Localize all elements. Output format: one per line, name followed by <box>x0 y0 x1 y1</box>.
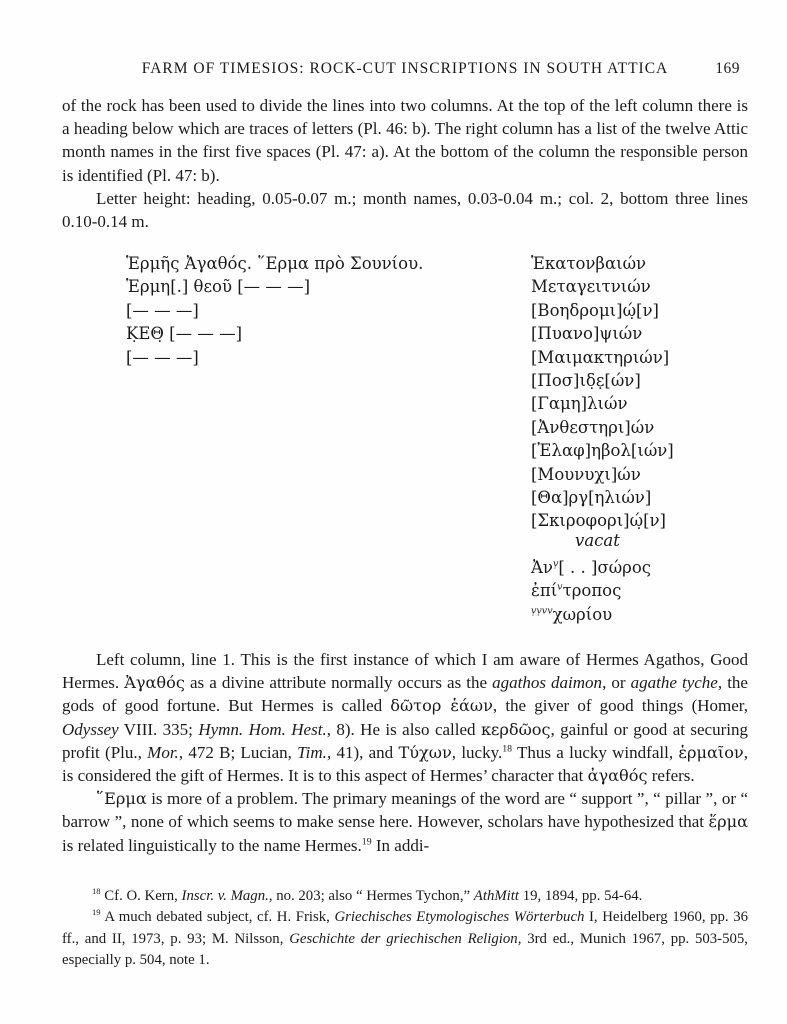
intro-paragraph-1: of the rock has been used to divide the lines into two columns. At the top of the left column there is a heading below which are traces of letters (Pl. 46: b). The right column has a list of the twelve Attic month names in the first five spaces (Pl. 47: a). At the bottom of the column the responsible person is identified (Pl. 47: b). <box>62 96 748 185</box>
inscription-line: $^{ṿṿvv}$χωρίου <box>531 604 613 624</box>
inscription-line: Ἀν$^ṿ$[ . . ]σώρος <box>531 558 652 577</box>
month-name-line: [Θα]ργ[ηλιών] <box>531 488 652 508</box>
body-paragraph-1: Left column, line 1. This is the first instance of which I am aware of Hermes Agathos, Good Hermes. Ἀγαθός as a divine attribute normally occurs as the agathos daimon, or agathe tyche, the gods of good fortune. But Hermes is called δῶτορ ἑάων, the giver of good things (Homer, Odyssey VIII. 335; Hymn. Hom. Hest., 8). He is also called κερδῶος, gainful or good at securing profit (Plu., Mor., 472 B; Lucian, Tim., 41), and Τύχων, lucky.$^{18}$ Thus a lucky windfall, ἑρμαῖον, is considered the gift of Hermes. It is to this aspect of Hermes’ character that ἀγαθός refers. <box>62 650 749 786</box>
month-name-line: [Ποσ]ιδ̣ε̣[ών] <box>531 371 641 391</box>
footnotes <box>62 886 748 972</box>
page-number: 169 <box>715 60 740 77</box>
body-paragraph-2: ῞Ερμα is more of a problem. The primary meanings of the word are “ support ”, “ pillar ”, or “ barrow ”, none of which seems to make sense here. However, scholars have hypothesized that ἕρμα is related linguistically to the name Hermes.$^{19}$ In addi- <box>62 789 748 855</box>
month-name-line: [Σκιροφορι]ώ̣[ν] <box>531 511 666 531</box>
inscription-line: [— — —] <box>126 347 199 367</box>
body-text <box>62 648 748 857</box>
month-name-line: [Μουνυχι]ών <box>531 464 641 484</box>
intro-paragraph-2: Letter height: heading, 0.05-0.07 m.; month names, 0.03-0.04 m.; col. 2, bottom three lines 0.10-0.14 m. <box>62 189 748 232</box>
inscription-left-column <box>126 252 423 369</box>
month-name-line: [Πυανο]ψιών <box>531 324 643 344</box>
month-name-line: [Γαμη]λιών <box>531 394 628 414</box>
footnote-18: $^{18}$ Cf. O. Kern, Inscr. v. Magn., no. 203; also “ Hermes Tychon,” AthMitt 19, 1894, pp. 54-64. <box>92 886 643 904</box>
footnote-19: $^{19}$ A much debated subject, cf. H. Frisk, Griechisches Etymologisches Wörterbuch I, Heidelberg 1960, pp. 36 ff., and II, 1973, p. 93; M. Nilsson, Geschichte der griechischen Religion, 3rd ed., Munich 1967, pp. 503-505, especially p. 504, note 1. <box>62 907 749 969</box>
month-name-line: Ἑκατονβαιών <box>531 254 647 273</box>
inscription-line: Ἑρμῆς Ἀγαθός. ῞Ερμα πρὸ Σουνίου. <box>126 254 424 273</box>
inscription-line: Κ̣ΕΘ̣ [— — —] <box>126 324 243 344</box>
inscription-line: ἐπί$^v$τροπος <box>531 581 622 601</box>
month-name-line: [Ἀνθεστηρι]ών <box>531 417 655 437</box>
inscription-right-column-months <box>531 252 674 533</box>
inscription-bottom-lines <box>531 556 651 626</box>
page-header <box>62 60 748 78</box>
vacat-label: vacat <box>575 531 620 550</box>
month-name-line: Μεταγειτνιών <box>531 277 651 297</box>
inscription-line: [— — —] <box>126 300 199 320</box>
running-head: FARM OF TIMESIOS: ROCK-CUT INSCRIPTIONS IN SOUTH ATTICA <box>141 60 669 77</box>
month-name-line: [Ἐλαφ]ηβολ[ιών] <box>531 441 674 461</box>
month-name-line: [Βοηδρομι]ώ̣[ν] <box>531 300 659 320</box>
month-name-line: [Μαιμακτηριών] <box>531 347 670 367</box>
inscription-line: Ἑρμη[.] θεοῦ [— — —] <box>126 277 311 297</box>
